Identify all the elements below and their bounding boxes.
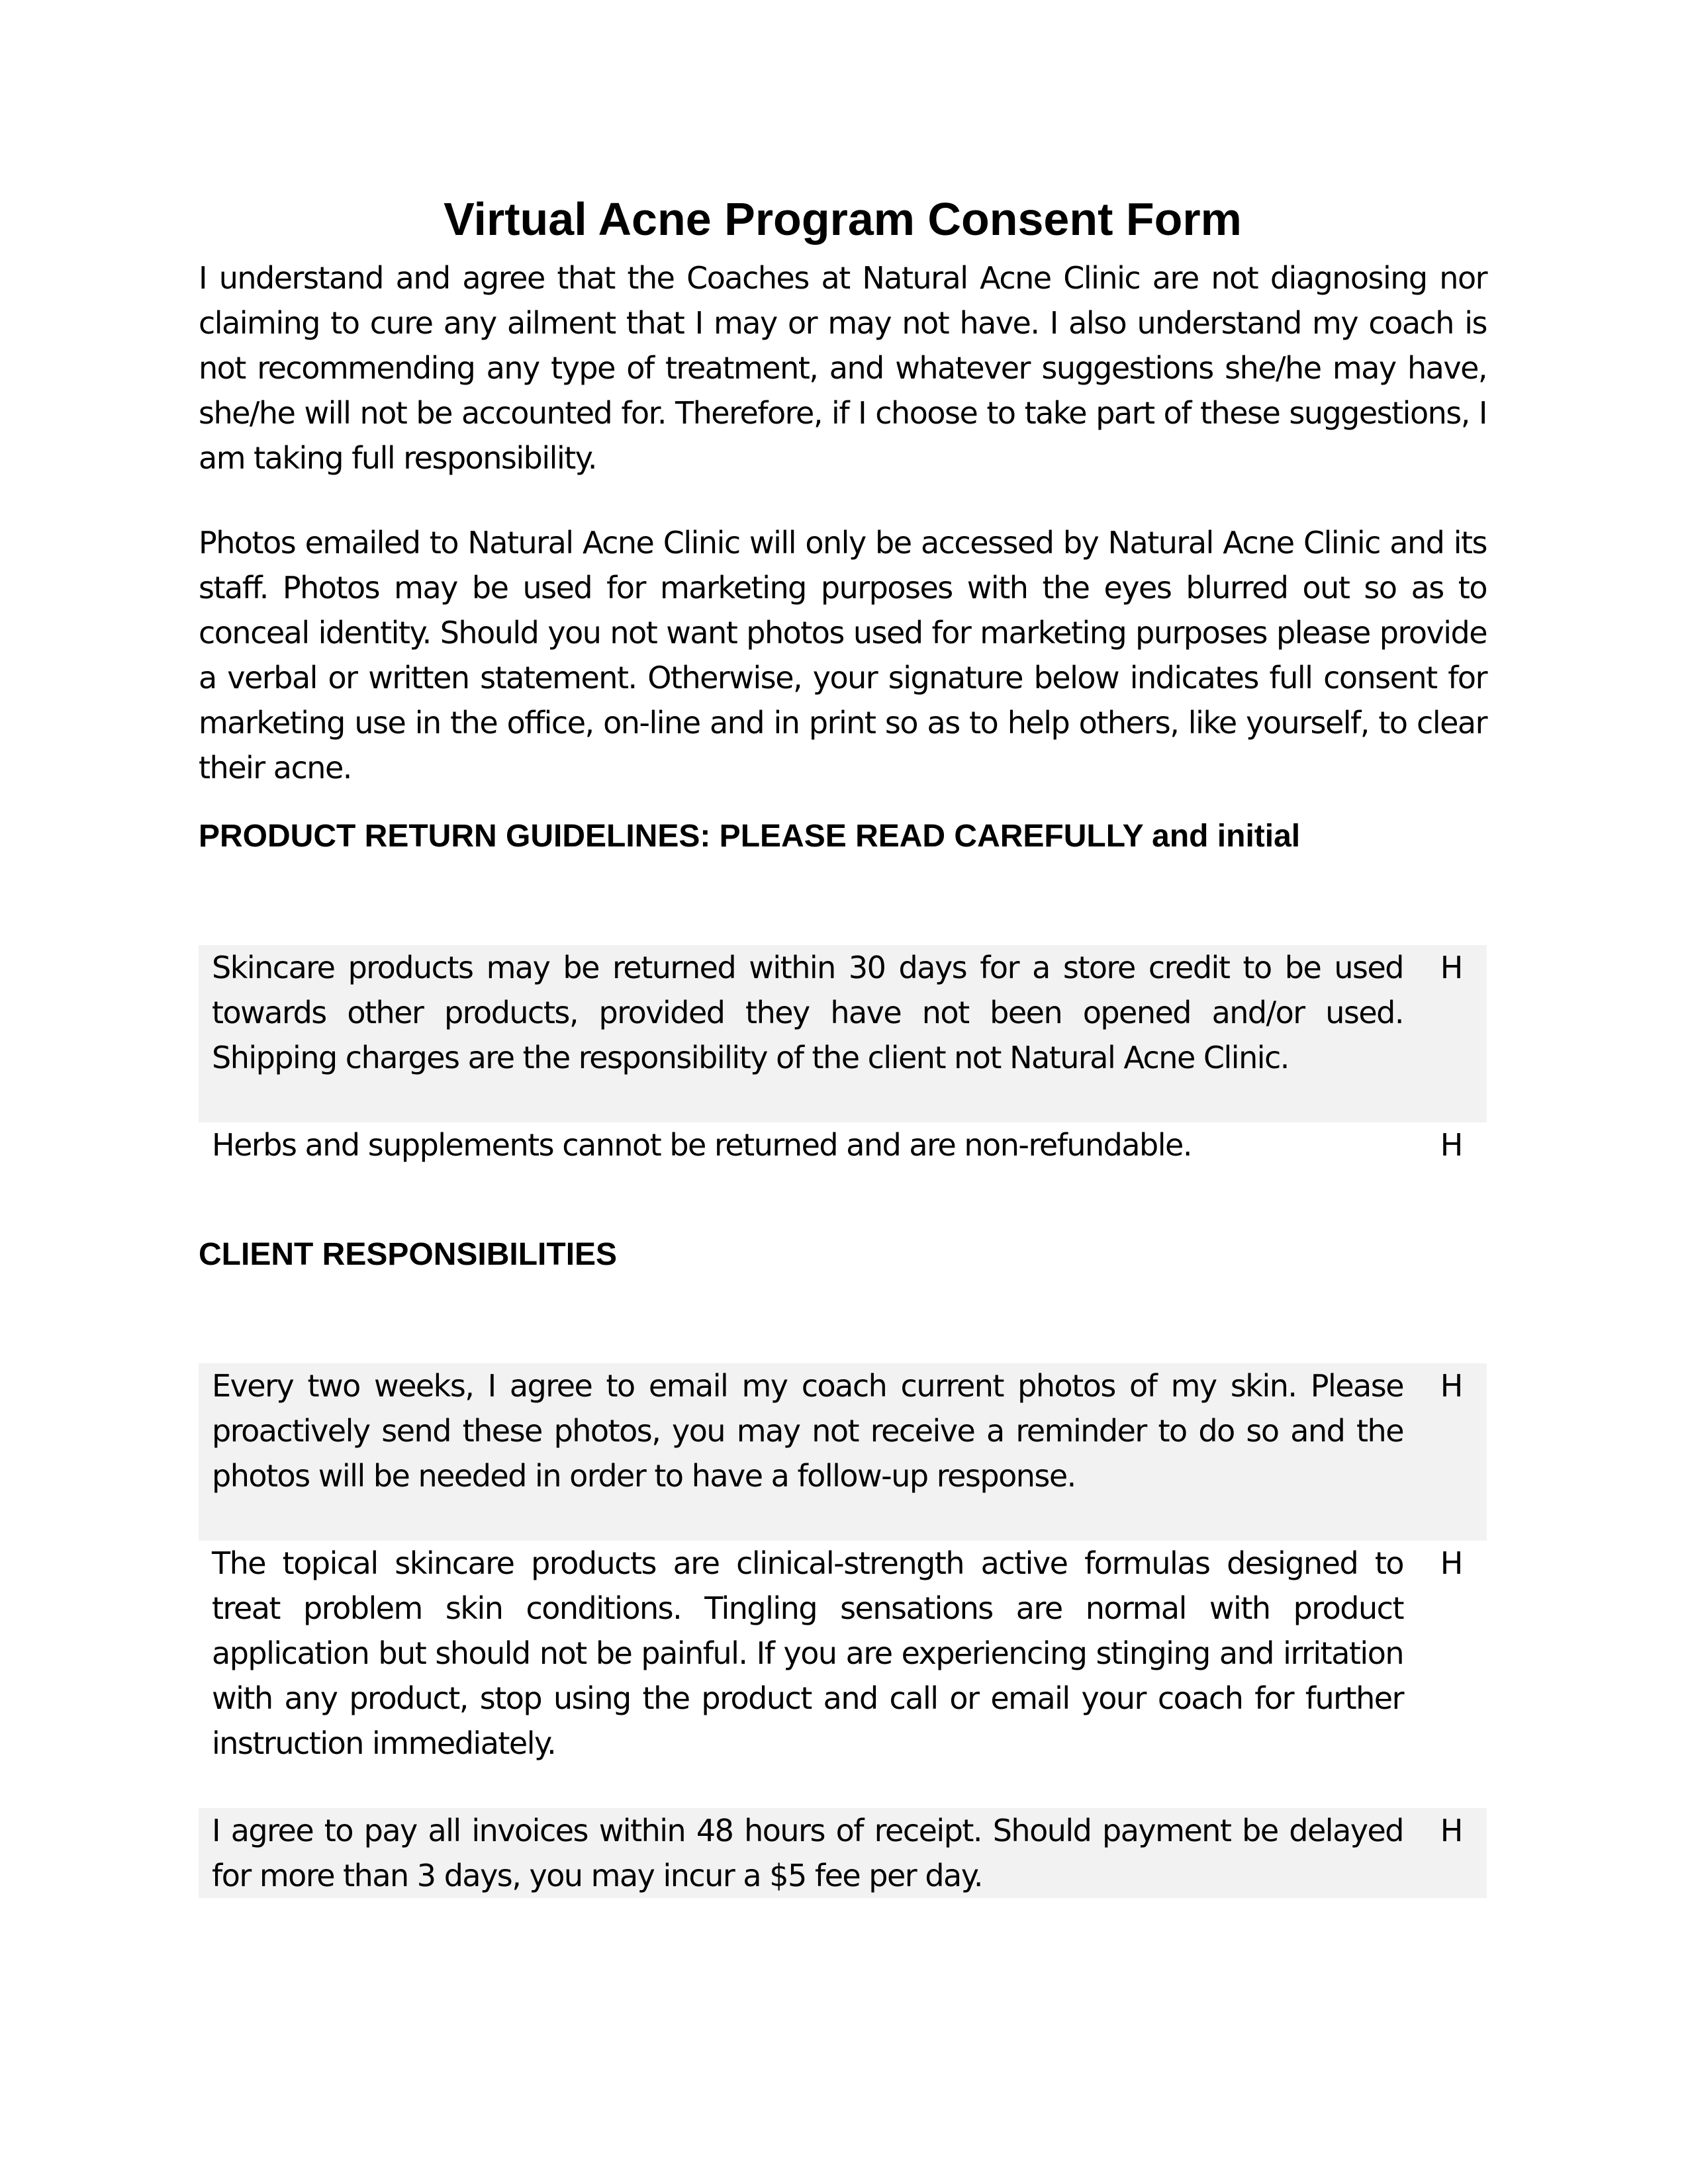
row-text: Herbs and supplements cannot be returned and are non-refundable. [212,1127,1192,1163]
row-text: Skincare products may be returned within 30 days for a store credit to be used towards other products, provided they have not been opened and/or used. Shipping charges are the responsibility of the client not Natural Acne Clinic. [212,950,1403,1075]
table-row [199,1122,1487,1167]
table-row [199,1363,1487,1541]
table-row [199,1541,1487,1808]
consent-form-page [199,192,1487,1898]
table-row [199,1808,1487,1898]
row-initial: H [1440,1545,1464,1581]
row-text: I agree to pay all invoices within 48 hours of receipt. Should payment be delayed for more than 3 days, you may incur a $5 fee per day. [212,1813,1403,1893]
row-initial: H [1440,1127,1464,1163]
photo-consent-paragraph: Photos emailed to Natural Acne Clinic will only be accessed by Natural Acne Clinic and its staff. Photos may be used for marketing purposes with the eyes blurred out so as to conceal identity. Should you not want photos used for marketing purposes please provide a verbal or written statement. Otherwise, your signature below indicates full consent for marketing use in the office, on-line and in print so as to help others, like yourself, to clear their acne. [199,525,1487,786]
row-initial: H [1440,1813,1464,1848]
return-guidelines-table [199,945,1487,1167]
row-initial: H [1440,950,1464,985]
disclaimer-paragraph: I understand and agree that the Coaches at Natural Acne Clinic are not diagnosing nor claiming to cure any ailment that I may or may not have. I also understand my coach is not recommending any type of treatment, and whatever suggestions she/he may have, she/he will not be accounted for. Therefore, if I choose to take part of these suggestions, I am taking full responsibility. [199,260,1487,476]
table-row [199,945,1487,1122]
client-responsibilities-table [199,1363,1487,1898]
page-title: Virtual Acne Program Consent Form [444,193,1242,245]
return-guidelines-heading: PRODUCT RETURN GUIDELINES: PLEASE READ CAREFULLY and initial [199,819,1301,854]
client-responsibilities-heading: CLIENT RESPONSIBILITIES [199,1237,618,1272]
row-text: The topical skincare products are clinical-strength active formulas designed to treat problem skin conditions. Tingling sensations are normal with product application but should not be painful. If you are experiencing stinging and irritation with any product, stop using the product and call or email your coach for further instruction immediately. [212,1545,1403,1761]
row-initial: H [1440,1368,1464,1404]
row-text: Every two weeks, I agree to email my coach current photos of my skin. Please proactively send these photos, you may not receive a reminder to do so and the photos will be needed in order to have a follow-up response. [212,1368,1403,1494]
